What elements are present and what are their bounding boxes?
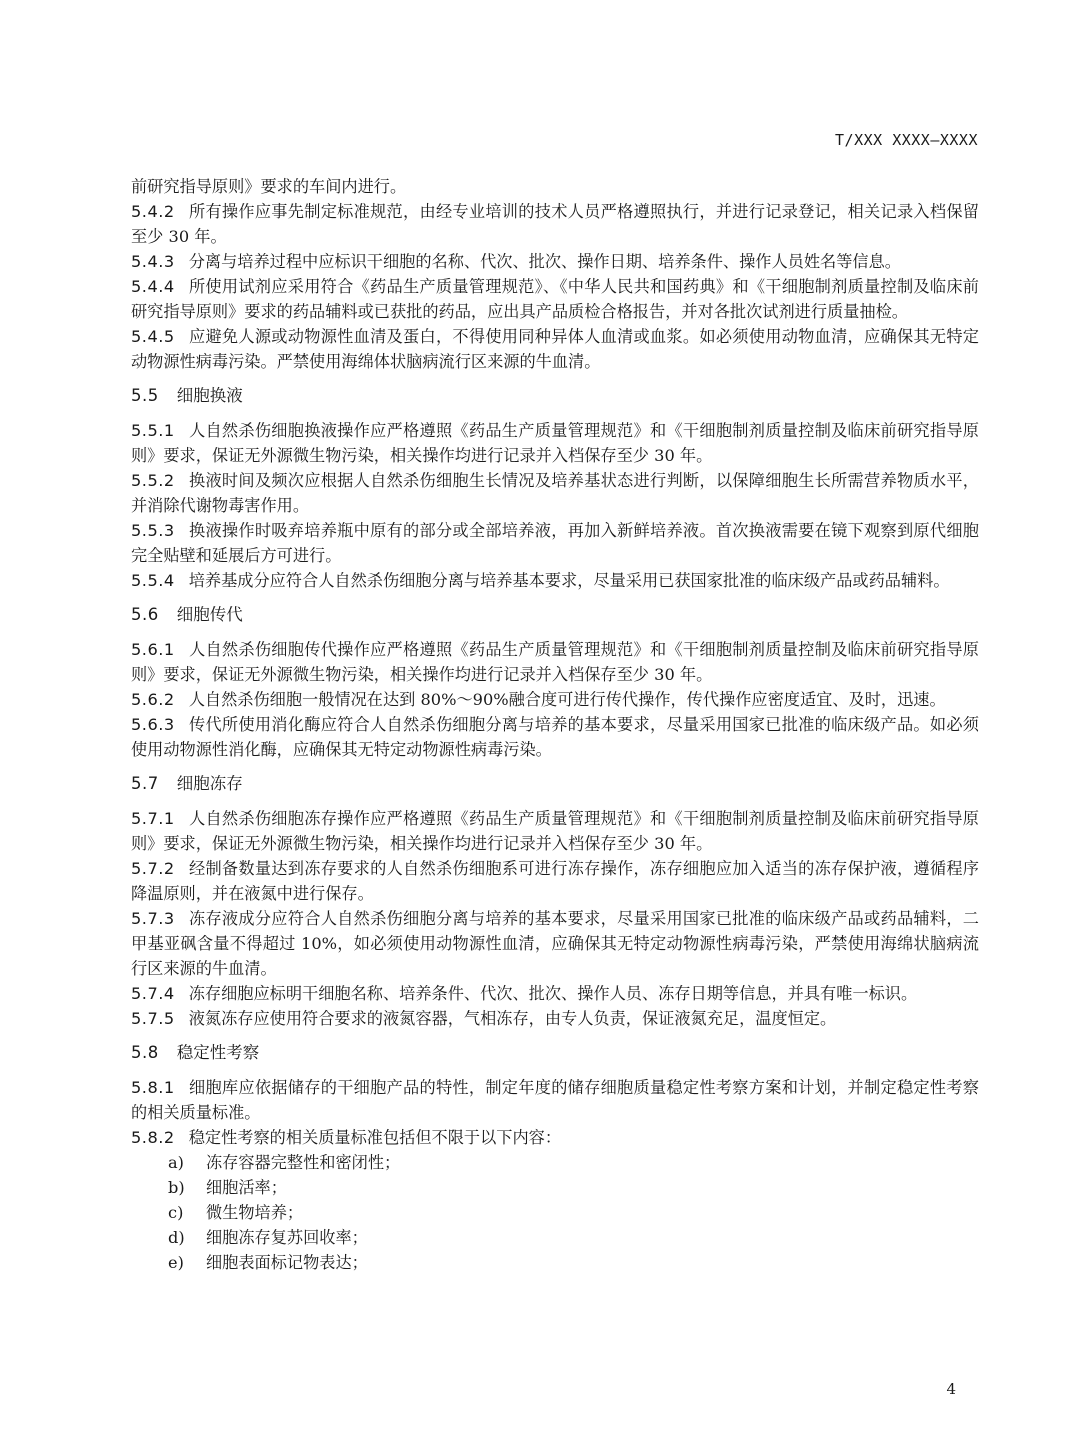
- clause-text: 培养基成分应符合人自然杀伤细胞分离与培养基本要求，尽量采用已获国家批准的临床级产品或药品辅料。: [188, 571, 950, 590]
- list-item: [168, 1200, 979, 1225]
- clause-number: 5.4.3: [131, 252, 175, 271]
- list-item-text: 细胞表面标记物表达；: [206, 1253, 368, 1272]
- clause-text: 人自然杀伤细胞一般情况在达到 80%～90%融合度可进行传代操作，传代操作应密度适宜、及时，迅速。: [188, 690, 946, 709]
- list-item-text: 细胞活率；: [206, 1178, 287, 1197]
- clause-5-8-1: [131, 1075, 979, 1125]
- clause-5-7-5: [131, 1006, 979, 1031]
- clause-5-4-4: [131, 274, 979, 324]
- list-marker: d): [168, 1228, 185, 1247]
- clause-text: 换液时间及频次应根据人自然杀伤细胞生长情况及培养基状态进行判断，以保障细胞生长所需营养物质水平，并消除代谢物毒害作用。: [131, 471, 979, 515]
- section-heading-5-8: [131, 1040, 979, 1065]
- clause-number: 5.5.1: [131, 421, 175, 440]
- clause-text: 人自然杀伤细胞换液操作应严格遵照《药品生产质量管理规范》和《干细胞制剂质量控制及临床前研究指导原则》要求，保证无外源微生物污染，相关操作均进行记录并入档保存至少 30 年。: [131, 421, 979, 465]
- clause-number: 5.6.3: [131, 715, 175, 734]
- clause-text: 冻存细胞应标明干细胞名称、培养条件、代次、批次、操作人员、冻存日期等信息，并具有唯一标识。: [188, 984, 918, 1003]
- clause-number: 5.8.2: [131, 1128, 175, 1147]
- clause-5-7-4: [131, 981, 979, 1006]
- list-item-text: 微生物培养；: [206, 1203, 304, 1222]
- clause-5-5-3: [131, 518, 979, 568]
- clause-text: 冻存液成分应符合人自然杀伤细胞分离与培养的基本要求，尽量采用国家已批准的临床级产品或药品辅料，二甲基亚砜含量不得超过 10%，如必须使用动物源性血清，应确保其无特定动物源性病毒污染，严禁使用海绵状脑病流行区来源的牛血清。: [131, 909, 979, 978]
- clause-number: 5.8.1: [131, 1078, 175, 1097]
- clause-number: 5.5.2: [131, 471, 175, 490]
- section-title: 细胞传代: [176, 605, 243, 624]
- list-marker: b): [168, 1178, 185, 1197]
- continuation-paragraph: 前研究指导原则》要求的车间内进行。: [131, 177, 407, 196]
- clause-5-4-3: [131, 249, 979, 274]
- clause-number: 5.7.4: [131, 984, 175, 1003]
- clause-text: 传代所使用消化酶应符合人自然杀伤细胞分离与培养的基本要求，尽量采用国家已批准的临床级产品。如必须使用动物源性消化酶，应确保其无特定动物源性病毒污染。: [131, 715, 979, 759]
- list-marker: e): [168, 1253, 184, 1272]
- clause-5-6-1: [131, 637, 979, 687]
- clause-5-5-1: [131, 418, 979, 468]
- clause-5-5-2: [131, 468, 979, 518]
- clause-number: 5.7.5: [131, 1009, 175, 1028]
- section-number: 5.8: [131, 1043, 159, 1062]
- clause-text: 换液操作时吸弃培养瓶中原有的部分或全部培养液，再加入新鲜培养液。首次换液需要在镜下观察到原代细胞完全贴壁和延展后方可进行。: [131, 521, 979, 565]
- clause-number: 5.6.2: [131, 690, 175, 709]
- section-heading-5-5: [131, 383, 979, 408]
- section-title: 细胞换液: [176, 386, 243, 405]
- clause-5-7-3: [131, 906, 979, 981]
- clause-5-4-5: [131, 324, 979, 374]
- list-item-text: 冻存容器完整性和密闭性；: [206, 1153, 401, 1172]
- clause-number: 5.6.1: [131, 640, 175, 659]
- clause-text: 所有操作应事先制定标准规范，由经专业培训的技术人员严格遵照执行，并进行记录登记，相关记录入档保留至少 30 年。: [131, 202, 979, 246]
- section-heading-5-6: [131, 602, 979, 627]
- list-marker: c): [168, 1203, 184, 1222]
- clause-number: 5.7.1: [131, 809, 175, 828]
- list-item: [168, 1250, 979, 1275]
- clause-text: 人自然杀伤细胞冻存操作应严格遵照《药品生产质量管理规范》和《干细胞制剂质量控制及临床前研究指导原则》要求，保证无外源微生物污染，相关操作均进行记录并入档保存至少 30 年。: [131, 809, 979, 853]
- clause-text: 分离与培养过程中应标识干细胞的名称、代次、批次、操作日期、培养条件、操作人员姓名等信息。: [188, 252, 901, 271]
- clause-text: 应避免人源或动物源性血清及蛋白，不得使用同种异体人血清或血浆。如必须使用动物血清，应确保其无特定动物源性病毒污染。严禁使用海绵体状脑病流行区来源的牛血清。: [131, 327, 979, 371]
- section-number: 5.6: [131, 605, 159, 624]
- clause-5-8-2: [131, 1125, 979, 1150]
- clause-5-4-2: [131, 199, 979, 249]
- clause-number: 5.5.3: [131, 521, 175, 540]
- clause-5-5-4: [131, 568, 979, 593]
- clause-5-7-1: [131, 806, 979, 856]
- page-number: 4: [946, 1380, 956, 1398]
- clause-number: 5.7.3: [131, 909, 175, 928]
- clause-number: 5.4.5: [131, 327, 175, 346]
- list-item: [168, 1225, 979, 1250]
- clause-number: 5.7.2: [131, 859, 175, 878]
- clause-5-7-2: [131, 856, 979, 906]
- document-body: [131, 174, 979, 1275]
- clause-text: 液氮冻存应使用符合要求的液氮容器，气相冻存，由专人负责，保证液氮充足，温度恒定。: [188, 1009, 837, 1028]
- list-item: [168, 1150, 979, 1175]
- clause-5-6-2: [131, 687, 979, 712]
- list-marker: a): [168, 1153, 184, 1172]
- clause-text: 稳定性考察的相关质量标准包括但不限于以下内容：: [188, 1128, 562, 1147]
- clause-text: 人自然杀伤细胞传代操作应严格遵照《药品生产质量管理规范》和《干细胞制剂质量控制及临床前研究指导原则》要求，保证无外源微生物污染，相关操作均进行记录并入档保存至少 30 年。: [131, 640, 979, 684]
- section-title: 稳定性考察: [176, 1043, 260, 1062]
- clause-number: 5.4.2: [131, 202, 175, 221]
- clause-text: 细胞库应依据储存的干细胞产品的特性，制定年度的储存细胞质量稳定性考察方案和计划，并制定稳定性考察的相关质量标准。: [131, 1078, 979, 1122]
- section-number: 5.7: [131, 774, 159, 793]
- section-title: 细胞冻存: [176, 774, 243, 793]
- clause-5-6-3: [131, 712, 979, 762]
- clause-number: 5.4.4: [131, 277, 175, 296]
- section-heading-5-7: [131, 771, 979, 796]
- document-code: T/XXX XXXX—XXXX: [835, 131, 978, 149]
- clause-number: 5.5.4: [131, 571, 175, 590]
- list-item: [168, 1175, 979, 1200]
- clause-text: 所使用试剂应采用符合《药品生产质量管理规范》、《中华人民共和国药典》和《干细胞制剂质量控制及临床前研究指导原则》要求的药品辅料或已获批的药品，应出具产品质检合格报告，并对各批次试剂进行质量抽检。: [131, 277, 979, 321]
- clause-text: 经制备数量达到冻存要求的人自然杀伤细胞系可进行冻存操作，冻存细胞应加入适当的冻存保护液，遵循程序降温原则，并在液氮中进行保存。: [131, 859, 979, 903]
- section-number: 5.5: [131, 386, 159, 405]
- list-item-text: 细胞冻存复苏回收率；: [206, 1228, 368, 1247]
